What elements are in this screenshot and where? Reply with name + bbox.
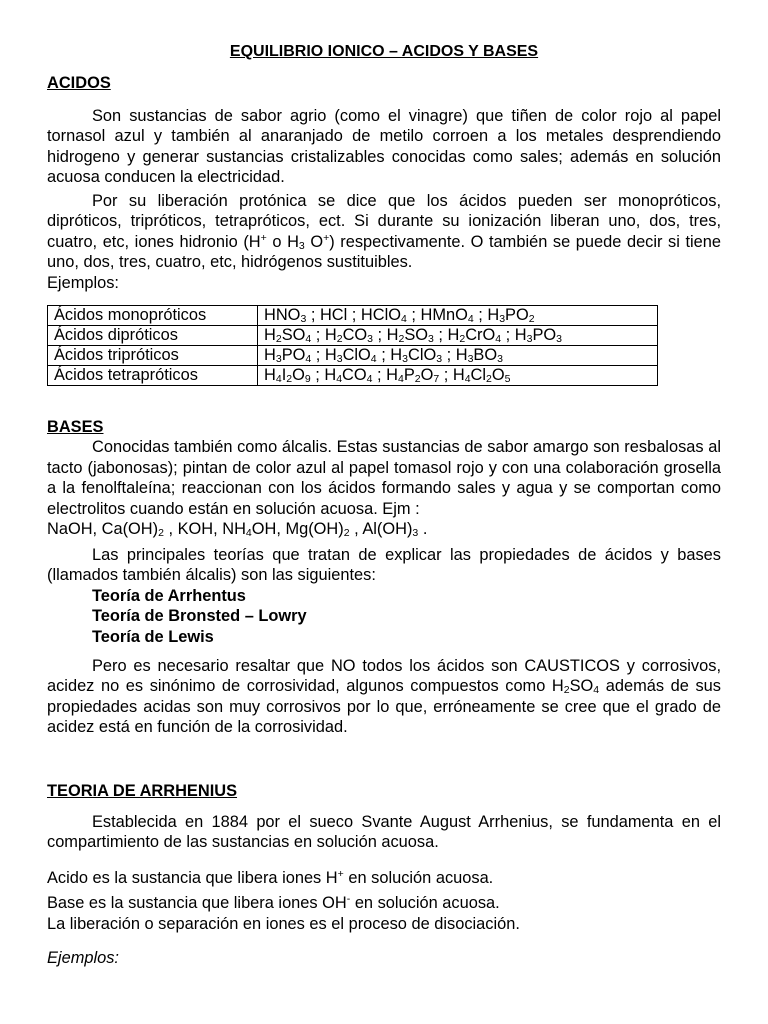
arrhenius-examples-label: Ejemplos: [47, 949, 119, 967]
theory-arrhenius: Teoría de Arrhentus [92, 586, 246, 605]
hydronium-subscript: 3 [298, 239, 305, 252]
oh-ion-charge: - [346, 893, 351, 906]
acid-definition-text-b: en solución acuosa. [343, 869, 494, 887]
acidos-p2-text-b: o H [266, 232, 299, 251]
table-row [48, 306, 658, 326]
acidos-paragraph-2 [47, 191, 721, 273]
arrhenius-paragraph: Establecida en 1884 por el sueco Svante August Arrhenius, se fundamenta en el compartimiento de las sustancias en solución acuosa. [47, 813, 721, 852]
h-ion-charge: + [337, 868, 344, 880]
acid-formulas-cell: $H_2SO_4$ ; $H_2CO_3$ ; $H_2SO_3$ ; $H_2CrO_4$ ; $H_3PO_3$ [258, 326, 658, 346]
acid-types-table [47, 305, 658, 386]
acidos-paragraph-1-block [47, 106, 721, 188]
document-title: EQUILIBRIO IONICO – ACIDOS Y BASES [229, 43, 539, 60]
acidos-section [47, 73, 721, 93]
acid-formulas-cell: $H_3PO_4$ ; $H_3ClO_4$ ; $H_3ClO_3$ ; $H_3BO_3$ [258, 346, 658, 366]
base-definition-text-b: en solución acuosa. [350, 894, 500, 913]
acid-type-cell: Ácidos tetrapróticos [48, 366, 258, 386]
arrhenius-examples-block [47, 948, 721, 968]
base-definition-text-a: Base es la sustancia que libera iones OH [47, 894, 347, 913]
corrosivity-text-a: Pero es necesario resaltar que NO todos los ácidos son CAUSTICOS y corrosivos, acidez no es sinónimo de corrosividad, algunos compuestos como H [47, 657, 721, 696]
table-row [48, 346, 658, 366]
h2so4-sub-4: 4 [593, 684, 600, 697]
acid-formulas-cell: $HNO_3$ ; HCl ; HClO$_4$ ; HMnO$_4$ ; $H_3PO_2$ [258, 306, 658, 326]
acid-definition [47, 868, 721, 888]
acidos-heading: ACIDOS [47, 74, 111, 92]
arrhenius-section [47, 781, 721, 801]
arrhenius-heading: TEORIA DE ARRHENIUS [47, 782, 238, 800]
bases-paragraph-1: Conocidas también como álcalis. Estas sustancias de sabor amargo son resbalosas al tacto (jabonosas); pintan de color azul al papel tomasol rojo y con una colaboración grosella a la fenolftaleína; reaccionan con los ácidos formando sales y agua y se comportan como electrolitos cuando están en solución acuosa. Ejm : [47, 438, 721, 518]
table-row [48, 366, 658, 386]
theories-block [47, 545, 721, 647]
arrhenius-definitions [47, 868, 721, 934]
acidos-examples-label: Ejemplos: [47, 273, 119, 292]
bases-heading: BASES [47, 418, 104, 436]
theory-lewis: Teoría de Lewis [92, 627, 214, 646]
acidos-p2-text-c: O [304, 232, 324, 251]
dissociation-sentence: La liberación o separación en iones es el proceso de disociación. [47, 914, 520, 933]
acidos-paragraph-1: Son sustancias de sabor agrio (como el vinagre) que tiñen de color rojo al papel tornasol azul y también al anaranjado de metilo corroen a los metales desprendiendo hidrogeno y generar sustancias cristalizables conocidas como sales; además en solución acuosa conducen la electricidad. [47, 107, 721, 187]
h2so4-sub-2: 2 [563, 684, 570, 697]
corrosivity-text-b: además de sus propiedades acidas son muy corrosivos por lo que, erróneamente se cree que el grado de acidez está en función de la corrosividad. [47, 677, 721, 737]
acidos-paragraph-2-block [47, 191, 721, 293]
proton-charge: + [260, 231, 267, 244]
acidos-p2-text-d: ) respectivamente. O también se puede decir si tiene uno, dos, tres, cuatro, etc, hidrógenos sustituibles. [47, 232, 722, 272]
table-row [48, 326, 658, 346]
hydronium-charge: + [323, 231, 330, 244]
h2so4-so: SO [569, 677, 594, 696]
acid-type-cell: Ácidos tripróticos [48, 346, 258, 366]
acid-type-cell: Ácidos dipróticos [48, 326, 258, 346]
corrosivity-paragraph [47, 656, 721, 738]
arrhenius-paragraph-block [47, 812, 721, 853]
theories-intro: Las principales teorías que tratan de explicar las propiedades de ácidos y bases (llamados también álcalis) son las siguientes: [47, 546, 721, 585]
acid-types-table-block [47, 305, 721, 386]
theory-bronsted-lowry: Teoría de Bronsted – Lowry [92, 607, 307, 626]
corrosivity-block [47, 656, 721, 738]
acid-type-cell: Ácidos monopróticos [48, 306, 258, 326]
acid-formulas-cell: $H_4I_2O_9$ ; $H_4CO_4$ ; $H_4P_2O_7$ ; $H_4Cl_2O_5$ [258, 366, 658, 386]
acidos-p2-text-a: Por su liberación protónica se dice que los ácidos pueden ser monopróticos, dipróticos, tripróticos, tetrapróticos, ect. Si durante su ionización liberan uno, dos, tres, cuatro, etc, iones hidronio (H [47, 192, 721, 251]
bases-section [47, 417, 721, 539]
base-definition [47, 893, 721, 913]
bases-formulas: NaOH, $Ca(OH)_2$ , KOH, $NH_4OH$, $Mg(OH)_2$ , $Al(OH)_3$ . [47, 520, 428, 540]
acid-definition-text-a: Acido es la sustancia que libera iones H [47, 869, 338, 887]
